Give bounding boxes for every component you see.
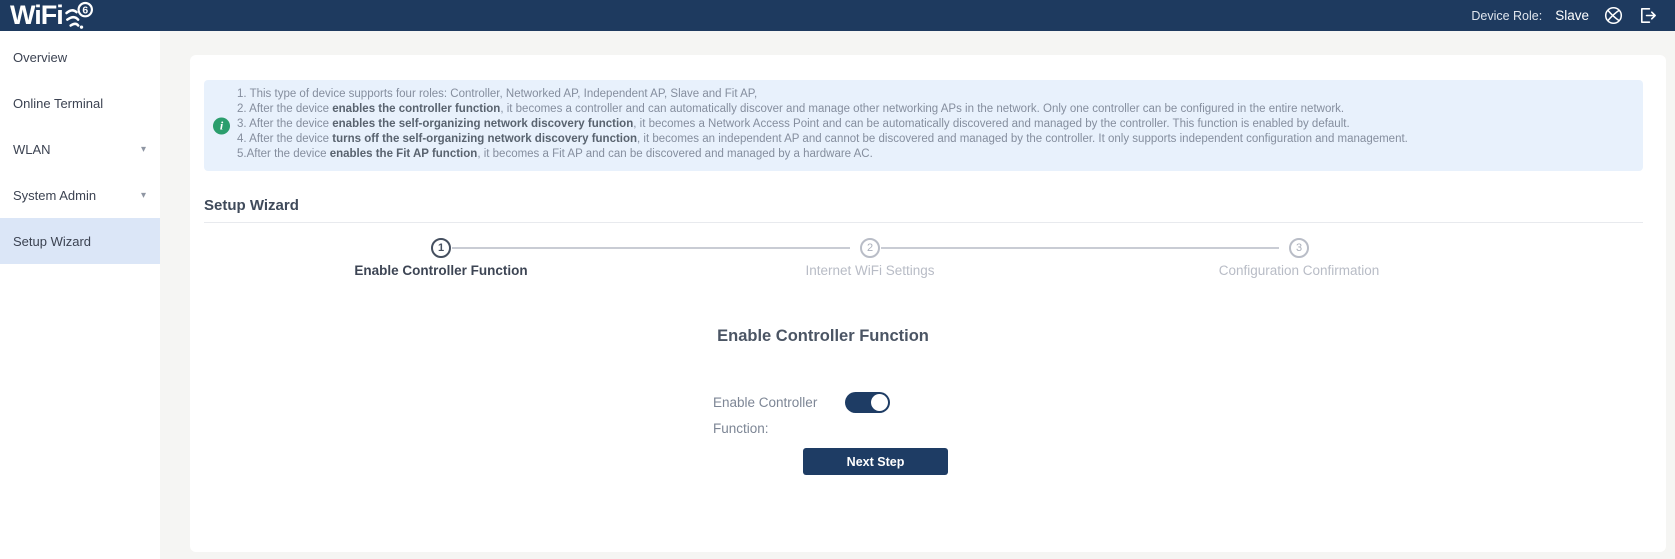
- notice-line: 2. After the device enables the controller function, it becomes a controller and can automatically discover and manage other networking APs in the network. Only one controller can be configured in the entire network.: [237, 103, 1345, 115]
- language-globe-icon[interactable]: [1604, 6, 1623, 25]
- step-1-label: Enable Controller Function: [354, 263, 528, 278]
- step-1-circle: 1: [431, 238, 451, 258]
- device-role-label: Device Role:: [1471, 8, 1543, 23]
- sidebar-item-wlan[interactable]: [0, 126, 160, 172]
- navbar-right-group: [1471, 6, 1675, 25]
- enable-controller-label: Enable Controller Function:: [713, 395, 818, 436]
- app-logo: [0, 0, 94, 31]
- next-step-button[interactable]: Next Step: [803, 448, 948, 475]
- notice-line: 4. After the device turns off the self-organizing network discovery function, it becomes an independent AP and cannot be discovered and managed by the controller. It only supports independent configuration and management.: [237, 133, 1408, 145]
- sidebar-item-label: Overview: [13, 49, 68, 65]
- wifi6-logo-icon: [64, 1, 94, 30]
- sidebar-item-setup-wizard[interactable]: [0, 218, 160, 264]
- main-content-card: [190, 55, 1666, 552]
- sidebar-item-overview[interactable]: [0, 34, 160, 80]
- chevron-down-icon: ▾: [140, 143, 146, 155]
- top-navbar: [0, 0, 1675, 31]
- sidebar: [0, 31, 160, 559]
- stepper-connector: [452, 247, 850, 249]
- sidebar-item-label: System Admin: [13, 187, 97, 203]
- sidebar-item-online-terminal[interactable]: [0, 80, 160, 126]
- title-divider: [204, 222, 1643, 223]
- toggle-knob: [871, 394, 888, 411]
- chevron-down-icon: ▾: [140, 189, 146, 201]
- sidebar-item-label: Online Terminal: [13, 95, 104, 111]
- notice-line: 5.After the device enables the Fit AP function, it becomes a Fit AP and can be discovered and managed by a hardware AC.: [237, 148, 873, 160]
- page-title: Setup Wizard: [204, 197, 299, 214]
- step-2-circle: 2: [860, 238, 880, 258]
- logout-icon[interactable]: [1638, 6, 1657, 25]
- device-role-value: Slave: [1555, 8, 1589, 23]
- svg-text:6: 6: [82, 5, 88, 17]
- notice-line: 3. After the device enables the self-organizing network discovery function, it becomes a Network Access Point and can be automatically discovered and managed by the controller. This function is enabled by default.: [237, 118, 1350, 130]
- logo-text: WiFi: [10, 0, 63, 30]
- stepper-connector: [881, 247, 1279, 249]
- step-2-label: Internet WiFi Settings: [805, 263, 935, 278]
- device-roles-notice: [204, 80, 1643, 171]
- info-icon: i: [213, 117, 230, 134]
- step-3-label: Configuration Confirmation: [1218, 263, 1380, 278]
- sidebar-item-label: WLAN: [13, 141, 51, 157]
- section-title: Enable Controller Function: [717, 327, 929, 345]
- sidebar-item-label: Setup Wizard: [13, 233, 92, 249]
- sidebar-item-system-admin[interactable]: [0, 172, 160, 218]
- step-3-circle: 3: [1289, 238, 1309, 258]
- notice-line: 1. This type of device supports four roles: Controller, Networked AP, Independent AP, Slave and Fit AP,: [237, 88, 758, 100]
- enable-controller-toggle[interactable]: [845, 392, 890, 413]
